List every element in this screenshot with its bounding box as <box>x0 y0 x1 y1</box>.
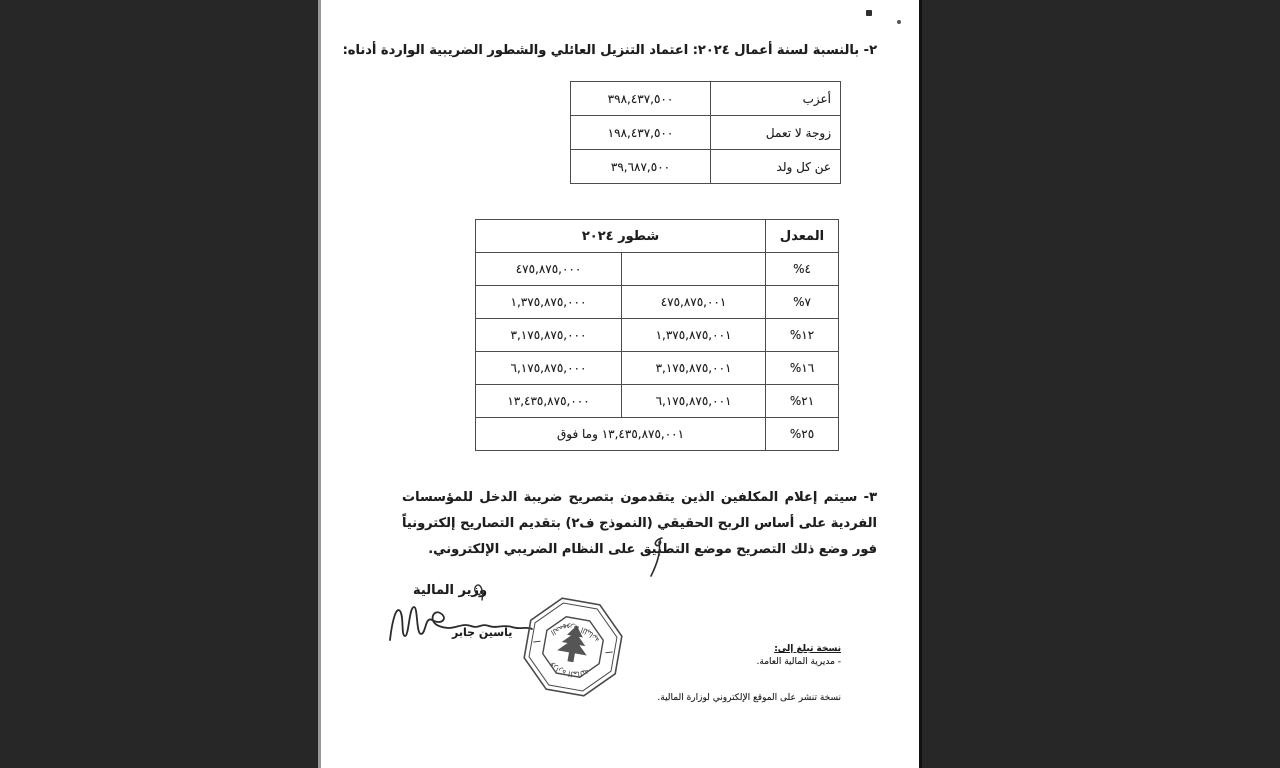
bracket-lower <box>622 253 766 286</box>
table-row <box>476 286 839 319</box>
bracket-rate: ٢١% <box>766 385 839 418</box>
stamp-top-text: الجمهورية اللبنانية <box>549 623 602 645</box>
brackets-header-cell: شطور ٢٠٢٤ <box>476 220 766 253</box>
bracket-lower: ١,٣٧٥,٨٧٥,٠٠١ <box>622 319 766 352</box>
table-row <box>571 116 841 150</box>
bracket-upper: ٦,١٧٥,٨٧٥,٠٠٠ <box>476 352 622 385</box>
minister-title: وزير المالية <box>413 583 488 598</box>
scan-speck <box>866 10 872 16</box>
bracket-lower: ٣,١٧٥,٨٧٥,٠٠١ <box>622 352 766 385</box>
table-row <box>476 385 839 418</box>
table-row <box>571 150 841 184</box>
bracket-rate: ٧% <box>766 286 839 319</box>
scan-speck <box>897 20 901 24</box>
deduction-amount: ١٩٨,٤٣٧,٥٠٠ <box>571 116 711 150</box>
family-deductions-table <box>570 81 841 184</box>
bracket-rate: ٢٥% <box>766 418 839 451</box>
bracket-upper: ٣,١٧٥,٨٧٥,٠٠٠ <box>476 319 622 352</box>
paragraph-item-2: ٢- بالنسبة لسنة أعمال ٢٠٢٤: اعتماد التنزيل العائلي والشطور الضريبية الواردة أدناه: <box>342 43 877 58</box>
table-row <box>476 319 839 352</box>
bracket-upper: ٤٧٥,٨٧٥,٠٠٠ <box>476 253 622 286</box>
rate-header-cell: المعدل <box>766 220 839 253</box>
deduction-label: عن كل ولد <box>711 150 841 184</box>
paragraph-item-3: ٣- سيتم إعلام المكلفين الذين يتقدمون بتصريح ضريبة الدخل للمؤسسات الفردية على أساس الربح الحقيقي (النموذج ف٢) بتقديم التصاريح إلكترونياً فور وضع ذلك التصريح موضع التطبيق على النظام الضريبي الإلكتروني. <box>402 490 877 557</box>
deduction-label: أعزب <box>711 82 841 116</box>
bracket-lower: ٦,١٧٥,٨٧٥,٠٠١ <box>622 385 766 418</box>
copy-to-heading: نسخة تبلغ إلى: <box>774 644 841 654</box>
handwritten-check-mark <box>645 535 669 581</box>
bracket-rate: ١٢% <box>766 319 839 352</box>
tax-brackets-table <box>475 219 839 451</box>
table-row <box>571 82 841 116</box>
deduction-amount: ٣٩٨,٤٣٧,٥٠٠ <box>571 82 711 116</box>
table-row <box>476 253 839 286</box>
bracket-upper: ١٣,٤٣٥,٨٧٥,٠٠٠ <box>476 385 622 418</box>
bracket-upper: ١,٣٧٥,٨٧٥,٠٠٠ <box>476 286 622 319</box>
handwritten-signature <box>385 596 535 648</box>
deduction-label: زوجة لا تعمل <box>711 116 841 150</box>
bracket-merged-range: ١٣,٤٣٥,٨٧٥,٠٠١ وما فوق <box>476 418 766 451</box>
minister-name: ياسين جابر <box>452 626 513 639</box>
stamp-bottom-text: وزارة المالية <box>547 661 591 679</box>
table-row <box>476 352 839 385</box>
ministry-stamp <box>511 583 635 712</box>
copy-to-item: - مديرية المالية العامة. <box>756 657 841 667</box>
table-row <box>476 418 839 451</box>
table-header-row <box>476 220 839 253</box>
scanned-document-page <box>318 0 922 768</box>
deduction-amount: ٣٩,٦٨٧,٥٠٠ <box>571 150 711 184</box>
publish-note: نسخة تنشر على الموقع الإلكتروني لوزارة المالية. <box>657 693 841 703</box>
bracket-lower: ٤٧٥,٨٧٥,٠٠١ <box>622 286 766 319</box>
bracket-rate: ٤% <box>766 253 839 286</box>
bracket-rate: ١٦% <box>766 352 839 385</box>
